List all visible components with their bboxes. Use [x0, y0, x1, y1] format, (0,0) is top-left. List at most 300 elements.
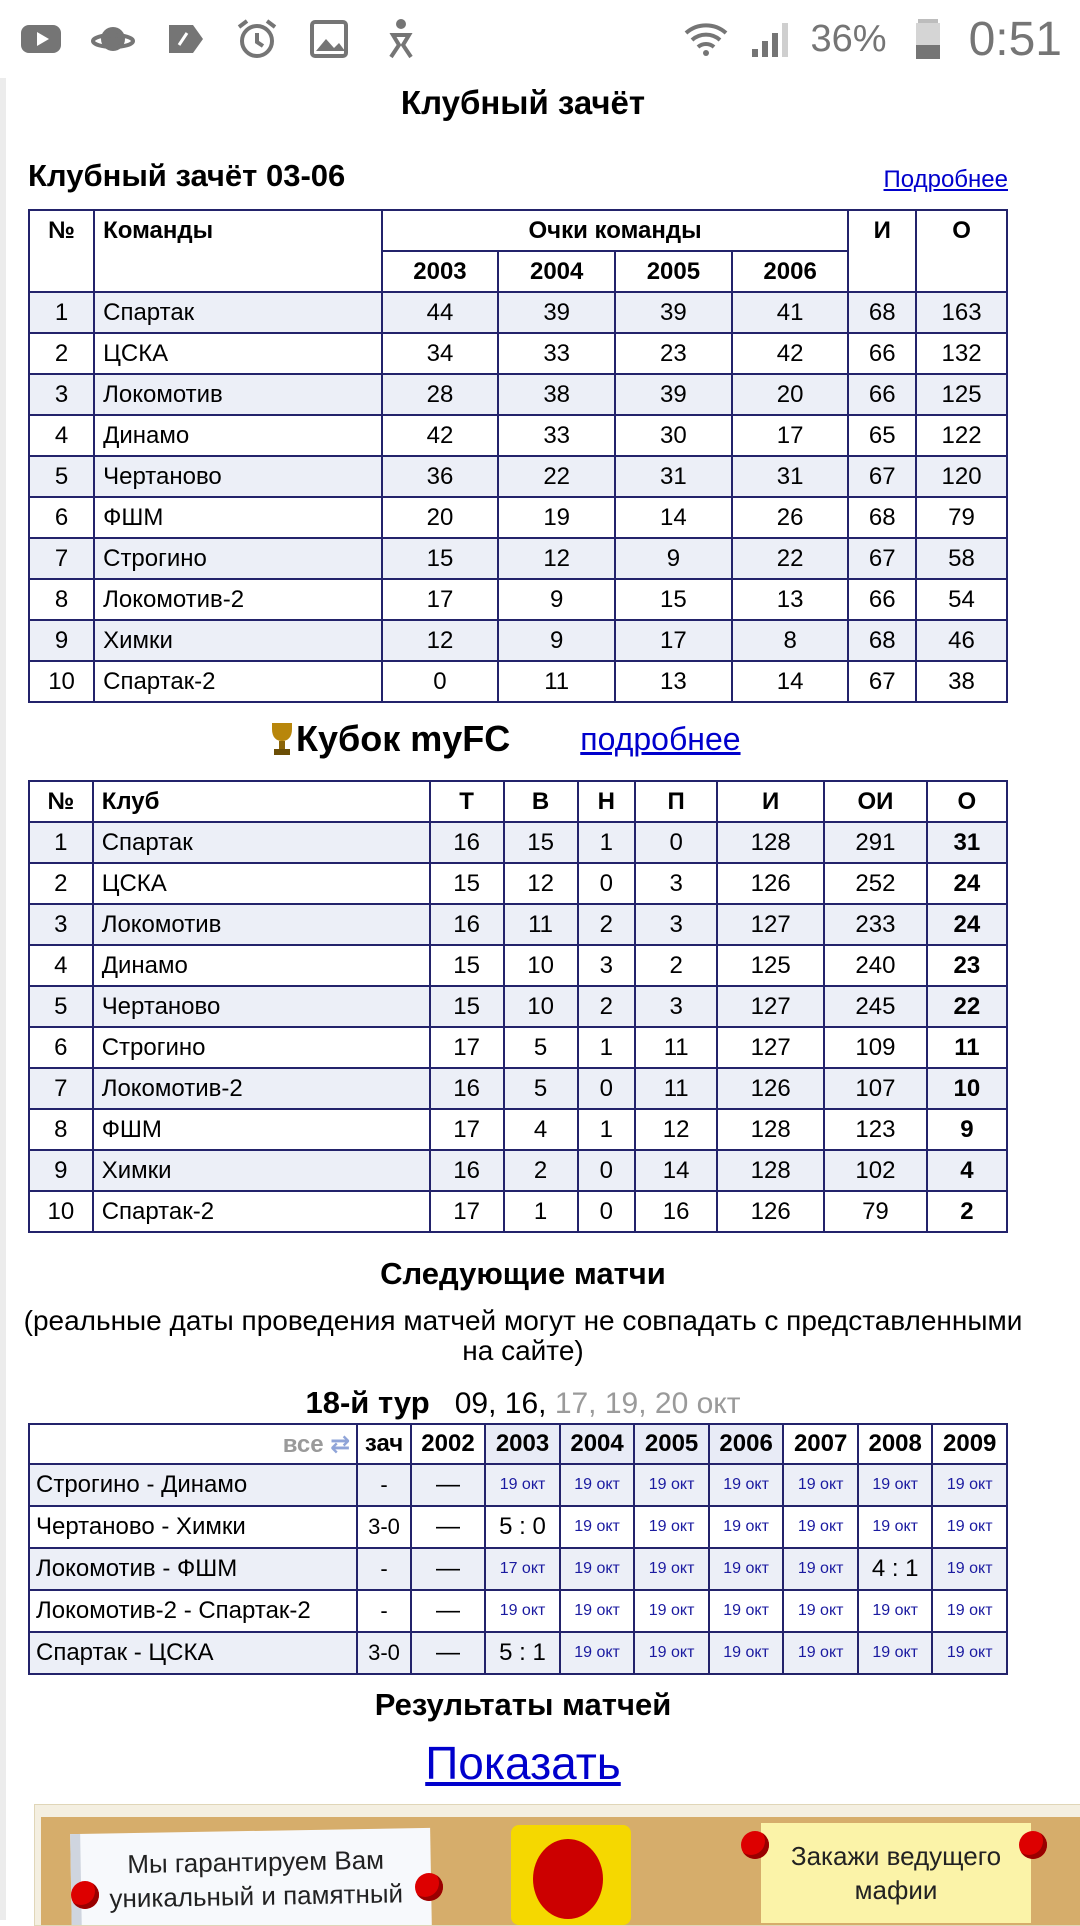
table-cell: 30 [615, 415, 732, 456]
match-date-link[interactable]: 19 окт [858, 1632, 933, 1674]
table-cell: 7 [29, 1068, 93, 1109]
table-cell: 10 [504, 986, 578, 1027]
table-row [29, 456, 1007, 497]
table-cell: 42 [382, 415, 499, 456]
table-cell: 8 [29, 1109, 93, 1150]
table-cell: 15 [504, 822, 578, 863]
team-name[interactable]: Локомотив-2 [94, 579, 382, 620]
club-name[interactable]: Строгино [93, 1027, 430, 1068]
table-cell: 252 [824, 863, 927, 904]
table-cell: 127 [717, 986, 824, 1027]
club-name[interactable]: Химки [93, 1150, 430, 1191]
table-cell: 12 [635, 1109, 717, 1150]
match-row [29, 1548, 1007, 1590]
table-cell: 125 [717, 945, 824, 986]
table-cell: 107 [824, 1068, 927, 1109]
table-cell: 4 [504, 1109, 578, 1150]
match-date-link[interactable]: 19 окт [709, 1464, 784, 1506]
table-cell: 41 [732, 292, 849, 333]
match-date-link[interactable]: 19 окт [709, 1590, 784, 1632]
table-cell: 5 [29, 986, 93, 1027]
match-date-link[interactable]: 19 окт [932, 1464, 1007, 1506]
team-name[interactable]: Химки [94, 620, 382, 661]
table-cell: 17 [430, 1191, 504, 1232]
table-cell: 20 [382, 497, 499, 538]
club-name[interactable]: Спартак-2 [93, 1191, 430, 1232]
year-column-header[interactable]: 2009 [932, 1424, 1007, 1464]
match-score: — [411, 1506, 486, 1548]
table-cell: 126 [717, 863, 824, 904]
match-name[interactable]: Чертаново - Химки [29, 1506, 357, 1548]
table-cell: 2 [29, 863, 93, 904]
table-row [29, 497, 1007, 538]
table-row [29, 538, 1007, 579]
match-date-link[interactable]: 19 окт [858, 1590, 933, 1632]
table-cell: 38 [916, 661, 1007, 702]
match-score: — [411, 1464, 486, 1506]
table-row [29, 1150, 1007, 1191]
team-name[interactable]: Динамо [94, 415, 382, 456]
match-date-link[interactable]: 19 окт [560, 1632, 635, 1674]
page-title: Клубный зачёт [400, 84, 646, 121]
table-cell: 102 [824, 1150, 927, 1191]
table-cell: 15 [382, 538, 499, 579]
table-cell: 46 [916, 620, 1007, 661]
table-cell: 44 [382, 292, 499, 333]
match-date-link[interactable]: 19 окт [932, 1632, 1007, 1674]
table-cell: 17 [430, 1027, 504, 1068]
table-cell: 1 [504, 1191, 578, 1232]
table-cell: 66 [848, 374, 916, 415]
match-date-link[interactable]: 19 окт [634, 1548, 709, 1590]
table-cell: 2 [29, 333, 94, 374]
col-zach: зач [357, 1424, 410, 1464]
year-column-header[interactable]: 2006 [709, 1424, 784, 1464]
ad-note-right: Закажи ведущего мафии [761, 1823, 1031, 1923]
next-matches-subtitle: (реальные даты проведения матчей могут не совпадать с представленными на сайте) [23, 1305, 1023, 1366]
year-column-header[interactable]: 2005 [634, 1424, 709, 1464]
table-cell: 125 [916, 374, 1007, 415]
table-row [29, 292, 1007, 333]
table-cell: 5 [504, 1027, 578, 1068]
match-score: 5 : 0 [485, 1506, 560, 1548]
table-cell: 33 [498, 333, 615, 374]
planet-icon [90, 16, 136, 62]
alarm-icon [234, 16, 280, 62]
table-cell: 7 [29, 538, 94, 579]
table-cell: 16 [430, 822, 504, 863]
table-cell: 10 [29, 1191, 93, 1232]
year-column-header[interactable]: 2002 [411, 1424, 486, 1464]
table-row [29, 1191, 1007, 1232]
column-header: В [504, 781, 578, 822]
table-row [29, 661, 1007, 702]
table-cell: 38 [498, 374, 615, 415]
table-cell: 42 [732, 333, 849, 374]
match-name[interactable]: Локомотив-2 - Спартак-2 [29, 1590, 357, 1632]
table-cell: 1 [29, 292, 94, 333]
col-total: О [916, 210, 1007, 292]
table-cell: 14 [615, 497, 732, 538]
table-cell: 13 [732, 579, 849, 620]
column-header: Н [578, 781, 636, 822]
table-cell: 24 [927, 863, 1007, 904]
table-cell: 23 [927, 945, 1007, 986]
table-cell: 6 [29, 497, 94, 538]
match-date-link[interactable]: 19 окт [709, 1506, 784, 1548]
team-name[interactable]: Строгино [94, 538, 382, 579]
table-cell: 20 [732, 374, 849, 415]
table-cell: 39 [498, 292, 615, 333]
match-date-link[interactable]: 19 окт [634, 1590, 709, 1632]
match-date-link[interactable]: 19 окт [560, 1590, 635, 1632]
match-score: — [411, 1548, 486, 1590]
ad-banner[interactable] [34, 1804, 1080, 1926]
match-date-link[interactable]: 19 окт [560, 1464, 635, 1506]
table-row [29, 1027, 1007, 1068]
club-name[interactable]: Локомотив-2 [93, 1068, 430, 1109]
table-cell: 0 [578, 863, 636, 904]
table-cell: 16 [430, 904, 504, 945]
cup-section-header [268, 718, 741, 760]
match-name[interactable]: Локомотив - ФШМ [29, 1548, 357, 1590]
team-name[interactable]: Спартак-2 [94, 661, 382, 702]
table-cell: 23 [615, 333, 732, 374]
pin-icon [1019, 1831, 1047, 1859]
table-cell: 2 [578, 904, 636, 945]
zach-cell: 3-0 [357, 1506, 410, 1548]
table-cell: 120 [916, 456, 1007, 497]
table-cell: 11 [498, 661, 615, 702]
results-title: Результаты матчей [374, 1687, 672, 1722]
table-row [29, 620, 1007, 661]
table-cell: 67 [848, 661, 916, 702]
table-cell: 123 [824, 1109, 927, 1150]
wifi-icon [683, 16, 729, 62]
table-cell: 28 [382, 374, 499, 415]
match-row [29, 1506, 1007, 1548]
col-year: 2005 [615, 251, 732, 292]
table-cell: 3 [29, 374, 94, 415]
match-date-link[interactable]: 19 окт [932, 1506, 1007, 1548]
table-cell: 14 [732, 661, 849, 702]
table-cell: 3 [635, 986, 717, 1027]
match-date-link[interactable]: 19 окт [709, 1632, 784, 1674]
zach-cell: - [357, 1590, 410, 1632]
match-date-link[interactable]: 19 окт [932, 1590, 1007, 1632]
next-matches-table [28, 1423, 1008, 1675]
table-cell: 109 [824, 1027, 927, 1068]
table-cell: 17 [732, 415, 849, 456]
match-date-link[interactable]: 19 окт [634, 1506, 709, 1548]
match-date-link[interactable]: 17 окт [485, 1548, 560, 1590]
match-score: — [411, 1632, 486, 1674]
next-matches-title: Следующие матчи [380, 1256, 666, 1291]
table-cell: 291 [824, 822, 927, 863]
team-name[interactable]: Чертаново [94, 456, 382, 497]
table-cell: 10 [504, 945, 578, 986]
accessibility-icon [378, 16, 424, 62]
table-cell: 2 [927, 1191, 1007, 1232]
swap-arrows-icon: ⇄ [330, 1430, 351, 1458]
tag-icon [162, 16, 208, 62]
table-cell: 8 [29, 579, 94, 620]
table-cell: 16 [430, 1068, 504, 1109]
table-cell: 240 [824, 945, 927, 986]
table-cell: 1 [578, 822, 636, 863]
table-cell: 128 [717, 822, 824, 863]
table-cell: 36 [382, 456, 499, 497]
match-date-link[interactable]: 19 окт [485, 1464, 560, 1506]
table-cell: 3 [578, 945, 636, 986]
table-cell: 10 [927, 1068, 1007, 1109]
col-year: 2004 [498, 251, 615, 292]
table-cell: 1 [29, 822, 93, 863]
match-name[interactable]: Строгино - Динамо [29, 1464, 357, 1506]
table-cell: 67 [848, 538, 916, 579]
table-cell: 17 [615, 620, 732, 661]
clock: 0:51 [968, 12, 1062, 66]
club-name[interactable]: ФШМ [93, 1109, 430, 1150]
match-date-link[interactable]: 19 окт [634, 1464, 709, 1506]
battery-icon [905, 16, 951, 62]
match-date-link[interactable]: 19 окт [932, 1548, 1007, 1590]
match-score: 5 : 1 [485, 1632, 560, 1674]
table-cell: 16 [635, 1191, 717, 1232]
tour-line [6, 1385, 1040, 1421]
table-cell: 8 [732, 620, 849, 661]
match-row [29, 1590, 1007, 1632]
table-cell: 66 [848, 579, 916, 620]
year-column-header[interactable]: 2003 [485, 1424, 560, 1464]
table-cell: 4 [29, 945, 93, 986]
table-cell: 31 [732, 456, 849, 497]
column-header: О [927, 781, 1007, 822]
table-cell: 11 [635, 1068, 717, 1109]
table-cell: 11 [927, 1027, 1007, 1068]
trophy-icon [268, 721, 296, 757]
column-header: ОИ [824, 781, 927, 822]
team-name[interactable]: ЦСКА [94, 333, 382, 374]
filter-all-button[interactable] [29, 1424, 357, 1464]
table-cell: 9 [498, 620, 615, 661]
table-cell: 15 [430, 863, 504, 904]
table-cell: 10 [29, 661, 94, 702]
table-cell: 3 [29, 904, 93, 945]
table-cell: 39 [615, 374, 732, 415]
club-name[interactable]: Локомотив [93, 904, 430, 945]
table-cell: 9 [29, 620, 94, 661]
table-cell: 6 [29, 1027, 93, 1068]
col-year: 2003 [382, 251, 499, 292]
col-year: 2006 [732, 251, 849, 292]
table-cell: 34 [382, 333, 499, 374]
table-cell: 65 [848, 415, 916, 456]
table-cell: 9 [29, 1150, 93, 1191]
table-row [29, 374, 1007, 415]
show-results-link[interactable]: Показать [425, 1737, 621, 1789]
column-header: Т [430, 781, 504, 822]
match-date-link[interactable]: 19 окт [858, 1506, 933, 1548]
table-cell: 54 [916, 579, 1007, 620]
table-cell: 2 [504, 1150, 578, 1191]
table-cell: 127 [717, 904, 824, 945]
table-cell: 67 [848, 456, 916, 497]
table-cell: 0 [382, 661, 499, 702]
table-cell: 16 [430, 1150, 504, 1191]
table-cell: 9 [615, 538, 732, 579]
pin-icon [415, 1873, 443, 1901]
match-date-link[interactable]: 19 окт [783, 1548, 858, 1590]
table-row [29, 863, 1007, 904]
tour-dates-inactive: 17, 19, 20 окт [554, 1387, 741, 1420]
youtube-icon [18, 16, 64, 62]
table-cell: 132 [916, 333, 1007, 374]
match-date-link[interactable]: 19 окт [709, 1548, 784, 1590]
year-column-header[interactable]: 2004 [560, 1424, 635, 1464]
table-cell: 3 [635, 904, 717, 945]
table-cell: 11 [504, 904, 578, 945]
col-teams: Команды [94, 210, 382, 292]
table-cell: 126 [717, 1191, 824, 1232]
match-date-link[interactable]: 19 окт [783, 1506, 858, 1548]
filter-all-label: все [282, 1430, 324, 1458]
club-name[interactable]: Динамо [93, 945, 430, 986]
table-cell: 1 [578, 1109, 636, 1150]
match-row [29, 1632, 1007, 1674]
status-bar [0, 0, 1080, 78]
table-cell: 5 [29, 456, 94, 497]
table-cell: 163 [916, 292, 1007, 333]
table-cell: 128 [717, 1109, 824, 1150]
image-icon [306, 16, 352, 62]
match-score: — [411, 1590, 486, 1632]
table-cell: 11 [635, 1027, 717, 1068]
table-cell: 12 [382, 620, 499, 661]
table-cell: 22 [498, 456, 615, 497]
year-column-header[interactable]: 2007 [783, 1424, 858, 1464]
team-name[interactable]: Локомотив [94, 374, 382, 415]
match-row [29, 1464, 1007, 1506]
table-cell: 68 [848, 497, 916, 538]
club-name[interactable]: ЦСКА [93, 863, 430, 904]
table-cell: 0 [578, 1191, 636, 1232]
table-cell: 9 [498, 579, 615, 620]
table-row [29, 945, 1007, 986]
table-cell: 4 [927, 1150, 1007, 1191]
signal-icon [747, 16, 793, 62]
table-row [29, 333, 1007, 374]
match-date-link[interactable]: 19 окт [858, 1464, 933, 1506]
table-cell: 33 [498, 415, 615, 456]
page-content [0, 78, 1080, 1920]
zach-cell: - [357, 1464, 410, 1506]
table-cell: 24 [927, 904, 1007, 945]
table-cell: 79 [824, 1191, 927, 1232]
match-date-link[interactable]: 19 окт [783, 1464, 858, 1506]
table-cell: 12 [504, 863, 578, 904]
table-cell: 4 [29, 415, 94, 456]
table-cell: 19 [498, 497, 615, 538]
table-cell: 12 [498, 538, 615, 579]
table-cell: 39 [615, 292, 732, 333]
club-details-link[interactable]: Подробнее [883, 166, 1008, 193]
team-name[interactable]: Спартак [94, 292, 382, 333]
table-cell: 79 [916, 497, 1007, 538]
table-cell: 17 [430, 1109, 504, 1150]
table-row [29, 1109, 1007, 1150]
match-date-link[interactable]: 19 окт [783, 1590, 858, 1632]
cup-details-link[interactable]: подробнее [580, 720, 741, 757]
table-cell: 2 [635, 945, 717, 986]
table-cell: 14 [635, 1150, 717, 1191]
table-cell: 13 [615, 661, 732, 702]
table-cell: 15 [430, 945, 504, 986]
table-cell: 22 [927, 986, 1007, 1027]
ad-logo [511, 1825, 631, 1925]
table-cell: 2 [578, 986, 636, 1027]
col-games: И [848, 210, 916, 292]
ad-banner-corkboard [41, 1817, 1080, 1925]
table-cell: 233 [824, 904, 927, 945]
tour-dates-active[interactable]: 09, 16, [454, 1387, 547, 1420]
team-name[interactable]: ФШМ [94, 497, 382, 538]
cup-section-title: Кубок myFC [296, 718, 511, 759]
column-header: И [717, 781, 824, 822]
match-date-link[interactable]: 19 окт [485, 1590, 560, 1632]
table-cell: 58 [916, 538, 1007, 579]
column-header: № [29, 781, 93, 822]
match-date-link[interactable]: 19 окт [560, 1548, 635, 1590]
match-name[interactable]: Спартак - ЦСКА [29, 1632, 357, 1674]
club-standings-table [28, 209, 1008, 703]
cup-standings-table [28, 780, 1008, 1233]
match-date-link[interactable]: 19 окт [634, 1632, 709, 1674]
column-header: П [635, 781, 717, 822]
match-date-link[interactable]: 19 окт [783, 1632, 858, 1674]
table-cell: 68 [848, 620, 916, 661]
table-cell: 66 [848, 333, 916, 374]
col-num: № [29, 210, 94, 292]
table-cell: 22 [732, 538, 849, 579]
table-cell: 3 [635, 863, 717, 904]
table-row [29, 415, 1007, 456]
table-cell: 15 [615, 579, 732, 620]
table-row [29, 904, 1007, 945]
table-cell: 127 [717, 1027, 824, 1068]
match-score: 4 : 1 [858, 1548, 933, 1590]
table-cell: 0 [578, 1068, 636, 1109]
table-cell: 31 [615, 456, 732, 497]
table-cell: 128 [717, 1150, 824, 1191]
table-cell: 9 [927, 1109, 1007, 1150]
table-cell: 1 [578, 1027, 636, 1068]
pin-icon [741, 1831, 769, 1859]
ad-note-left: Мы гарантируем Вам уникальный и памятный [70, 1828, 432, 1925]
tour-label: 18-й тур [305, 1385, 430, 1420]
pin-icon [71, 1881, 99, 1909]
club-name[interactable]: Спартак [93, 822, 430, 863]
year-column-header[interactable]: 2008 [858, 1424, 933, 1464]
club-section-title: Клубный зачёт 03-06 [28, 158, 346, 193]
match-date-link[interactable]: 19 окт [560, 1506, 635, 1548]
club-name[interactable]: Чертаново [93, 986, 430, 1027]
table-cell: 0 [635, 822, 717, 863]
club-section-header [28, 158, 1008, 194]
battery-percent: 36% [810, 17, 887, 60]
table-cell: 245 [824, 986, 927, 1027]
col-points: Очки команды [382, 210, 849, 251]
